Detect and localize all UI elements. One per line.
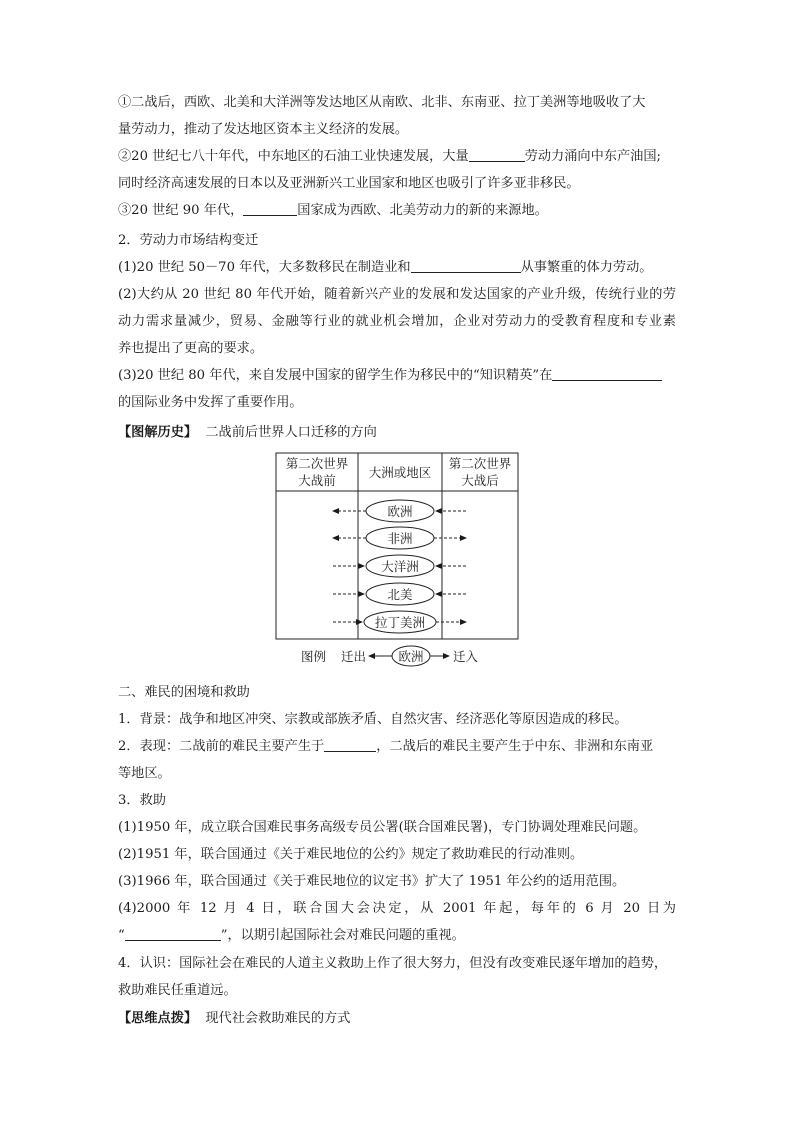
para-labor-3-text-a: (3)20 世纪 80 年代，来自发展中国家的留学生作为移民中的“知识精英”在 [118,368,553,383]
siwei-tag: 【思维点拨】 [118,1011,198,1026]
rescue-item-4-quote-open: “ [118,928,125,943]
fill-blank-6[interactable] [125,927,221,941]
region-row-latin-america [333,611,466,633]
fill-blank-1[interactable] [469,148,525,162]
section-heading-labor-market: 2．劳动力市场结构变迁 [118,233,259,248]
header-after-line2: 大战后 [461,473,499,488]
rescue-item-4-line2 [118,927,465,945]
header-after-line1: 第二次世界 [448,456,512,471]
refugees-knowledge-line1: 4．认识：国际社会在难民的人道主义救助上作了很大努力，但没有改变难民逐年增加的趋势， [118,956,668,971]
fill-blank-3[interactable] [411,259,521,273]
para-1990s [118,202,548,220]
legend-in-text: 迁入 [453,649,479,664]
para-labor-1-text-b: 从事繁重的体力劳动。 [520,260,653,275]
fill-blank-5[interactable] [324,738,376,752]
para-1990s-text-a: ③20 世纪 90 年代， [118,203,244,218]
tujie-title: 二战前后世界人口迁移的方向 [205,425,377,440]
refugees-performance-text-b: ，二战后的难民主要产生于中东、非洲和东南亚 [376,739,654,754]
siwei-title: 现代社会救助难民的方式 [205,1011,351,1026]
section-heading-refugees: 二、难民的困境和救助 [118,685,250,700]
refugees-knowledge-line2: 救助难民任重道远。 [118,983,237,998]
region-label-latin-america: 拉丁美洲 [374,615,426,630]
region-row-north-america [333,583,466,605]
siwei-heading [118,1010,350,1028]
para-1970s-text-b: 劳动力涌向中东产油国; [524,149,661,164]
fill-blank-4[interactable] [552,367,662,381]
tujie-tag: 【图解历史】 [118,425,198,440]
tujie-heading [118,424,377,442]
rescue-item-4-line1: (4)2000 年 12 月 4 日，联合国大会决定，从 2001 年起，每年的 6 月 20 日为 [118,901,676,916]
header-before-line2: 大战前 [298,473,336,488]
region-label-oceania: 大洋洲 [381,559,419,574]
rescue-item-4-text-b: ”，以期引起国际社会对难民问题的重视。 [220,928,465,943]
para-labor-2-line1: (2)大约从 20 世纪 80 年代开始，随着新兴产业的发展和发达国家的产业升级，传统行业的劳 [118,287,676,302]
para-postwar-line1: ①二战后，西欧、北美和大洋洲等发达地区从南欧、北非、东南亚、拉丁美洲等地吸收了大 [118,95,646,110]
rescue-item-3: (3)1966 年，联合国通过《关于难民地位的议定书》扩大了 1951 年公约的适用范围。 [118,874,626,889]
diagram-legend [301,646,479,666]
header-middle: 大洲或地区 [368,465,432,480]
legend-out-text: 迁出 [341,649,367,664]
para-1970s-text-a: ②20 世纪七八十年代，中东地区的石油工业快速发展，大量 [118,149,469,164]
rescue-heading: 3．救助 [118,793,166,808]
para-labor-3-line1 [118,367,662,385]
refugees-performance-text-a: 2．表现：二战前的难民主要产生于 [118,739,325,754]
fill-blank-2[interactable] [243,202,297,216]
region-label-africa: 非洲 [387,531,413,546]
region-label-europe: 欧洲 [387,504,413,519]
para-labor-2-line3: 养也提出了更高的要求。 [118,341,264,356]
para-1990s-text-b: 国家成为西欧、北美劳动力的新的来源地。 [297,203,548,218]
rescue-item-2: (2)1951 年，联合国通过《关于难民地位的公约》规定了救助难民的行动准则。 [118,847,584,862]
migration-diagram [275,452,525,674]
legend-sample-text: 欧洲 [398,649,424,664]
refugees-performance-line2: 等地区。 [118,766,171,781]
para-labor-1 [118,259,652,277]
para-labor-3-line2: 的国际业务中发挥了重要作用。 [118,395,303,410]
region-row-oceania [333,555,466,577]
refugees-performance-line1 [118,738,653,756]
para-labor-1-text-a: (1)20 世纪 50－70 年代，大多数移民在制造业和 [118,260,411,275]
para-1970s-line2: 同时经济高速发展的日本以及亚洲新兴工业国家和地区也吸引了许多亚非移民。 [118,176,580,191]
refugees-background: 1．背景：战争和地区冲突、宗教或部族矛盾、自然灾害、经济恶化等原因造成的移民。 [118,712,628,727]
region-row-europe [333,500,466,522]
region-row-africa [333,527,466,549]
legend-label: 图例 [301,649,327,664]
rescue-item-1: (1)1950 年，成立联合国难民事务高级专员公署(联合国难民署)，专门协调处理难民问题。 [118,820,647,835]
para-1970s-line1 [118,148,661,166]
para-labor-2-line2: 动力需求量减少，贸易、金融等行业的就业机会增加，企业对劳动力的受教育程度和专业素 [118,314,676,329]
region-label-north-america: 北美 [387,587,413,602]
header-before-line1: 第二次世界 [285,456,349,471]
para-postwar-line2: 量劳动力，推动了发达地区资本主义经济的发展。 [118,122,409,137]
